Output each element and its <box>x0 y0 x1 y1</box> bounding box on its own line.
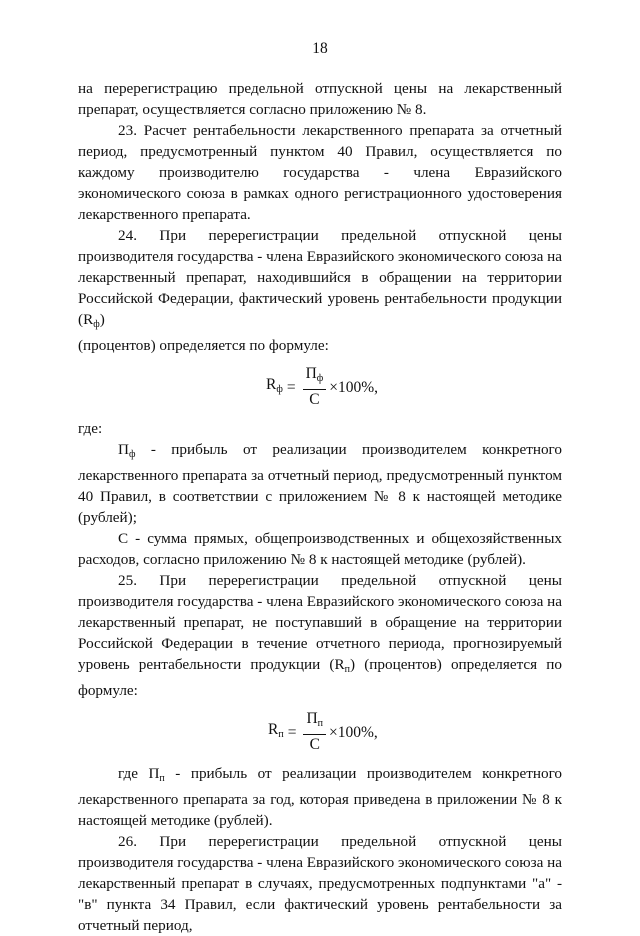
formula-equals: = <box>286 378 296 396</box>
formula-equals: = <box>287 723 297 741</box>
paragraph-23: 23. Расчет рентабельности лекарственного препарата за отчетный период, предусмотренный пунктом 40 Правил, осуществляется по каждому производителю государства - члена Евразийского экономического союза в рамках одного регистрационного удостоверения лекарственного препарата. <box>78 122 562 223</box>
page-number: 18 <box>312 40 328 57</box>
paragraph-continuation: на перерегистрацию предельной отпускной цены на лекарственный препарат, осуществляется согласно приложению № 8. <box>78 80 562 118</box>
formula-content <box>266 356 378 418</box>
formula-multiplier: ×100%, <box>329 378 379 396</box>
fraction-denominator: С <box>309 736 320 753</box>
where-label: где: <box>78 420 103 437</box>
formula-fraction <box>303 365 327 409</box>
subscript-f: ф <box>93 319 100 330</box>
paragraph-25: 25. При перерегистрации предельной отпускной цены производителя государства - члена Евразийского экономического союза на лекарственный препарат, не поступавший в обращение на территории Российской Федерации в течение отчетного периода, прогнозируемый уровень рентабельности продукции $(R_п)$ (процентов) определяется по формуле: <box>78 572 562 699</box>
paragraph-24 <box>78 225 562 335</box>
formula-forecast-profitability <box>78 701 562 763</box>
formula-multiplier: ×100%, <box>329 723 378 741</box>
formula-lhs: $R_ф$ <box>266 376 283 395</box>
symbol-r: R <box>83 311 94 328</box>
definition-costs: С - сумма прямых, общепроизводственных и общехозяйственных расходов, согласно приложению № 8 к настоящей методике (рублей). <box>78 530 562 568</box>
formula-lhs: $R_п$ <box>268 721 284 740</box>
formula-content <box>268 701 378 763</box>
paragraph-26: 26. При перерегистрации предельной отпускной цены производителя государства - члена Евразийского экономического союза на лекарственный препарат в случаях, предусмотренных подпунктами "а" - "в" пункта 34 Правил, если фактический уровень рентабельности за отчетный период, <box>78 833 562 934</box>
formula-actual-profitability <box>78 356 562 418</box>
paragraph-24-text: 24. При перерегистрации предельной отпускной цены производителя государства - члена Евразийского экономического союза на лекарственный препарат, находившийся в обращении на территории Российской Федерации, фактический уровень рентабельности продукции ( <box>78 227 562 328</box>
definition-forecast-profit: где $П_п$ - прибыль от реализации производителем конкретного лекарственного препарата за год, которая приведена в приложении № 8 к настоящей методике (рублей). <box>78 765 563 829</box>
document-body <box>78 78 562 936</box>
fraction-numerator: $П_ф$ <box>303 365 327 390</box>
formula-fraction <box>303 710 326 754</box>
paren-close: ) <box>99 311 105 328</box>
paragraph-24-end: (процентов) определяется по формуле: <box>78 337 329 354</box>
definition-profit: $П_ф$ - прибыль от реализации производителем конкретного лекарственного препарата за отчетный период, предусмотренный пунктом 40 Правил, в соответствии с приложением № 8 к настоящей методике (рублей); <box>78 441 563 526</box>
fraction-denominator: С <box>309 391 320 408</box>
fraction-numerator: $П_п$ <box>303 710 326 735</box>
